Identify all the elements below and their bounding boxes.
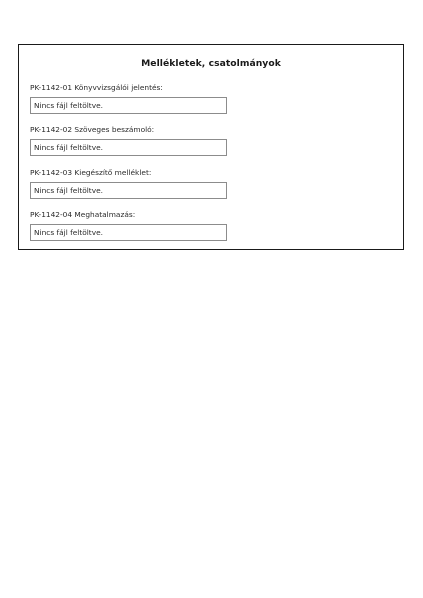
attachment-label: PK-1142-03 Kiegészítő melléklet:	[30, 168, 152, 177]
attachment-file-box[interactable]: Nincs fájl feltöltve.	[30, 97, 227, 114]
attachment-field-04	[30, 210, 227, 241]
attachment-file-box[interactable]: Nincs fájl feltöltve.	[30, 139, 227, 156]
attachment-file-box[interactable]: Nincs fájl feltöltve.	[30, 224, 227, 241]
attachment-field-02	[30, 125, 227, 156]
attachment-label: PK-1142-04 Meghatalmazás:	[30, 210, 136, 219]
attachment-field-03	[30, 168, 227, 199]
attachment-label: PK-1142-01 Könyvvizsgálói jelentés:	[30, 83, 163, 92]
attachment-label: PK-1142-02 Szöveges beszámoló:	[30, 125, 155, 134]
attachments-panel	[18, 44, 404, 250]
attachment-field-01	[30, 83, 227, 114]
attachment-file-box[interactable]: Nincs fájl feltöltve.	[30, 182, 227, 199]
section-title: Mellékletek, csatolmányok	[141, 58, 281, 69]
